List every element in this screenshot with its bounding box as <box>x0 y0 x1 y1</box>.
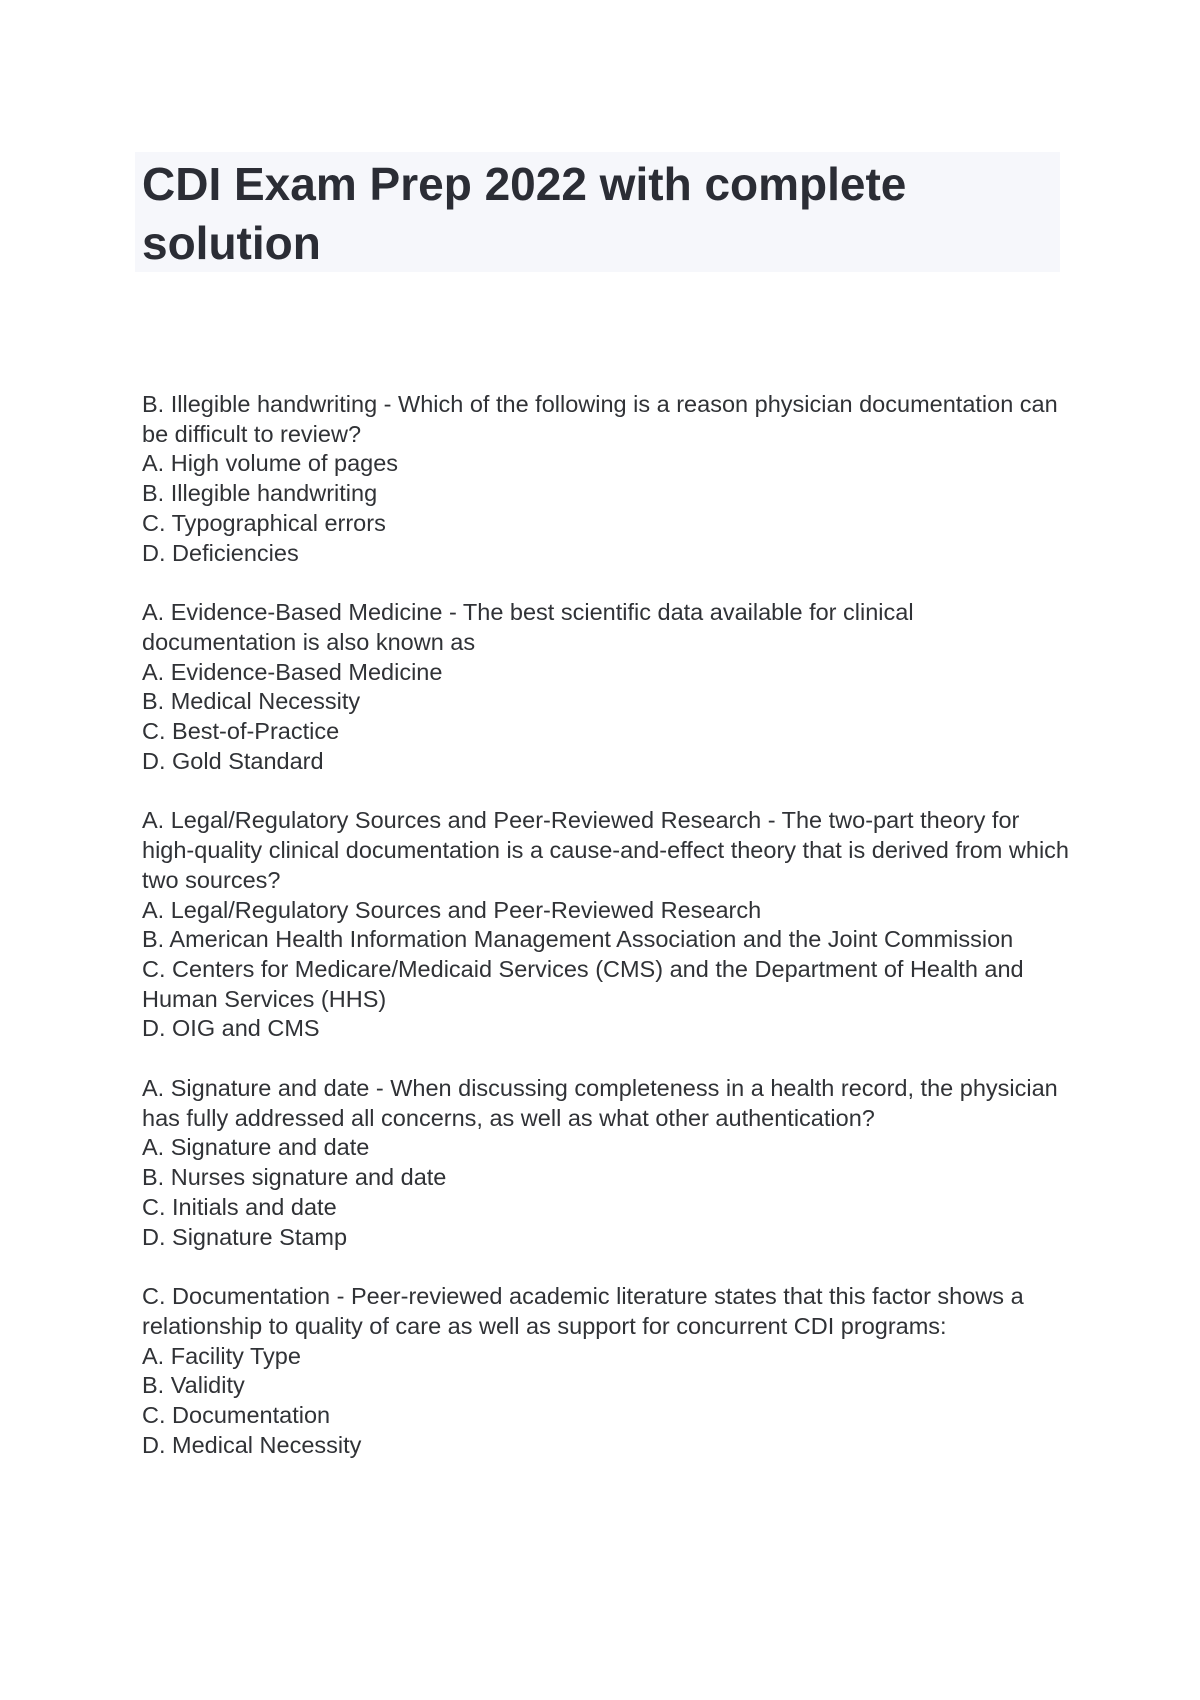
question-text: A. Signature and date - When discussing completeness in a health record, the physician has fully addressed all concerns, as well as what other authentication? <box>142 1075 1058 1131</box>
question-block <box>142 390 1072 568</box>
question-text: B. Illegible handwriting - Which of the following is a reason physician documentation can be difficult to review? <box>142 391 1058 447</box>
option-list <box>142 658 1072 777</box>
option-item: A. Evidence-Based Medicine <box>142 658 443 685</box>
option-item: B. Validity <box>142 1372 245 1399</box>
option-item: A. Legal/Regulatory Sources and Peer-Reviewed Research <box>142 896 762 923</box>
option-item: A. High volume of pages <box>142 450 399 477</box>
option-item: B. Nurses signature and date <box>142 1164 447 1191</box>
question-block <box>142 598 1072 776</box>
question-block <box>142 806 1072 1044</box>
option-item: C. Initials and date <box>142 1193 337 1220</box>
option-item: C. Centers for Medicare/Medicaid Services (CMS) and the Department of Health and Human Services (HHS) <box>142 955 1024 1012</box>
option-item: C. Best-of-Practice <box>142 718 340 745</box>
option-item: D. OIG and CMS <box>142 1015 320 1042</box>
option-item: A. Facility Type <box>142 1342 301 1369</box>
option-item: D. Gold Standard <box>142 747 324 774</box>
option-item: C. Documentation <box>142 1402 331 1429</box>
page-title: CDI Exam Prep 2022 with complete solution <box>142 158 907 269</box>
option-item: D. Deficiencies <box>142 539 299 566</box>
option-list <box>142 896 1072 1045</box>
option-item: B. American Health Information Management Association and the Joint Commission <box>142 926 1014 953</box>
option-list <box>142 1133 1072 1252</box>
option-item: D. Signature Stamp <box>142 1223 348 1250</box>
question-text: A. Evidence-Based Medicine - The best scientific data available for clinical documentation is also known as <box>142 599 914 655</box>
question-text: A. Legal/Regulatory Sources and Peer-Reviewed Research - The two-part theory for high-quality clinical documentation is a cause-and-effect theory that is derived from which two sources? <box>142 807 1069 893</box>
question-list <box>142 390 1072 1491</box>
question-block <box>142 1282 1072 1460</box>
question-block <box>142 1074 1072 1252</box>
option-item: B. Illegible handwriting <box>142 480 378 507</box>
option-item: C. Typographical errors <box>142 509 386 536</box>
option-item: B. Medical Necessity <box>142 688 361 715</box>
option-item: D. Medical Necessity <box>142 1431 362 1458</box>
question-text: C. Documentation - Peer-reviewed academic literature states that this factor shows a relationship to quality of care as well as support for concurrent CDI programs: <box>142 1283 1024 1339</box>
option-list <box>142 449 1072 568</box>
option-item: A. Signature and date <box>142 1134 370 1161</box>
option-list <box>142 1342 1072 1461</box>
